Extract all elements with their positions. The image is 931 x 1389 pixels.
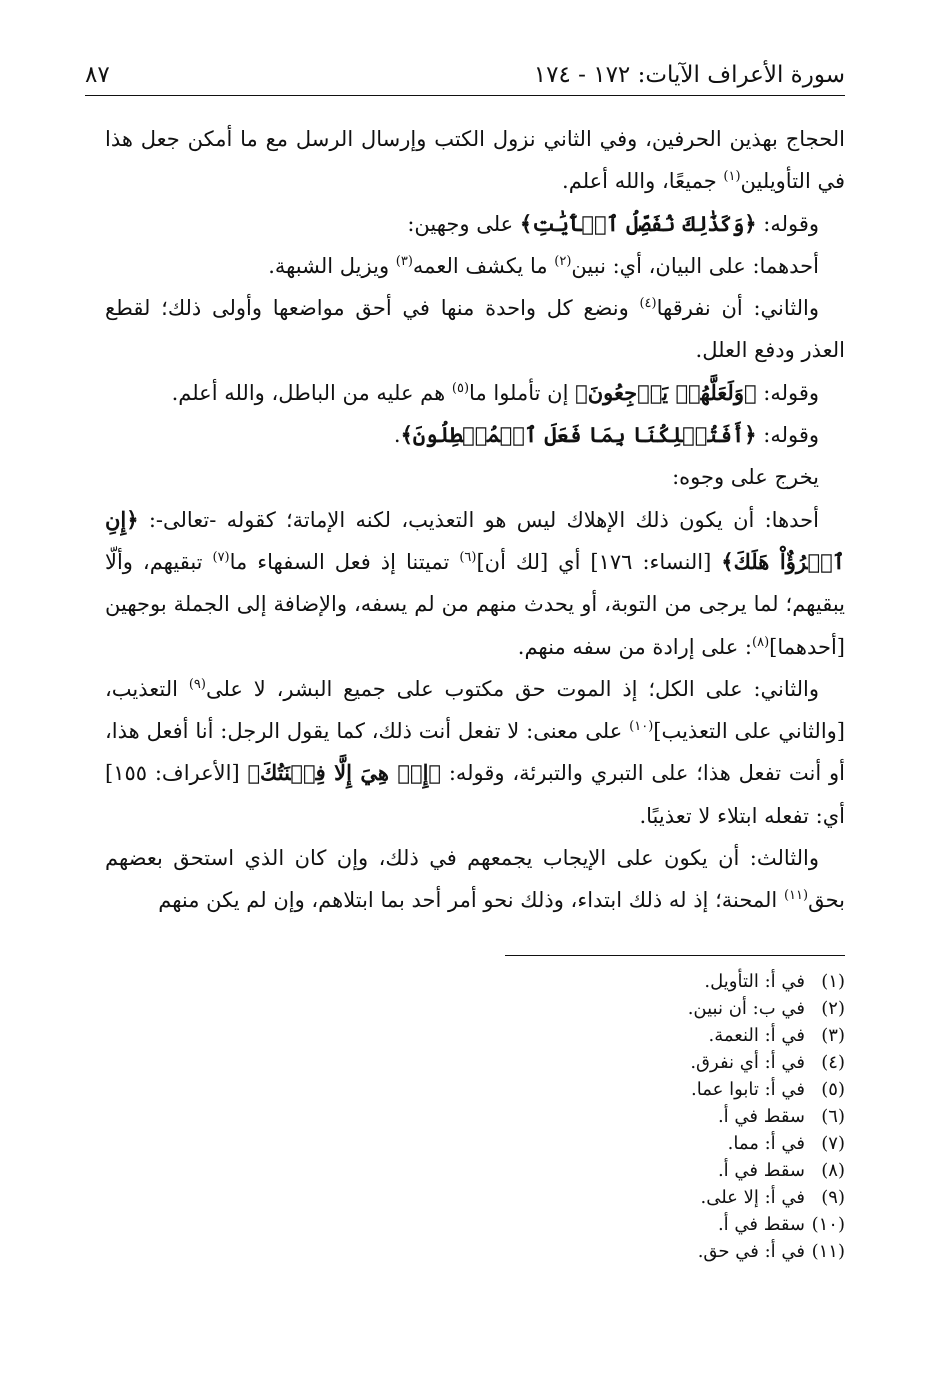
footnote-text: في أ: التأويل. [704,971,805,992]
paragraph-10 [105,837,845,922]
footnote-item [345,1103,845,1130]
footnote-number: (١١) [811,1241,845,1262]
footnote-text: سقط في أ. [717,1214,805,1235]
footnote-text: في أ: مما. [727,1133,805,1154]
text-run: ما يكشف العمه [412,253,555,278]
text-run: وقوله: [756,211,819,236]
text-run: [النساء: ١٧٦] أي [لك أن] [476,549,722,574]
footnote-ref: (٤) [639,296,657,312]
footnote-item [345,1130,845,1157]
footnote-number: (٦) [821,1106,845,1127]
footnote-item [345,1157,845,1184]
running-head [85,52,845,96]
text-run: المحنة؛ إذ له ذلك ابتداء، وذلك نحو أمر أحد بما ابتلاهم، وإن لم يكن منهم [158,888,784,913]
footnote-number: (٣) [821,1025,845,1046]
quran-verse: ﴿وَكَذَٰلِكَ نُفَصِّلُ ٱلۡأٓيَٰتِ﴾ [519,210,757,236]
footnote-text: في أ: النعمة. [708,1025,805,1046]
footnote-item [345,1211,845,1238]
footnote-text: في أ: إلا على. [700,1187,805,1208]
footnote-text: في أ: أي نفرق. [690,1052,805,1073]
footnote-text: في ب: أن نبين. [687,998,805,1019]
paragraph-4 [105,287,845,372]
paragraph-3 [105,245,845,287]
footnote-number: (٨) [821,1160,845,1181]
footnote-number: (١٠) [811,1214,845,1235]
text-run: ويزيل الشبهة. [268,253,396,278]
text-run: التعذيب، [والثاني على التعذيب] [105,676,845,744]
footnote-text: سقط في أ. [717,1160,805,1181]
paragraph-2 [105,203,845,245]
quran-verse: ﴿وَلَعَلَّهُمۡ يَرۡجِعُونَ﴾ [575,379,757,405]
footnote-text: في أ: في حق. [697,1241,805,1262]
footnote-item [345,1049,845,1076]
footnote-ref: (١١) [783,888,809,904]
text-run: [الأعراف: ١٥٥] أي: تفعله ابتلاء لا تعذيبًا. [105,761,845,828]
footnote-ref: (٣) [395,253,413,269]
paragraph-1 [105,118,845,203]
footnote-number: (٥) [821,1079,845,1100]
text-run: . [393,423,401,448]
paragraph-5 [105,372,845,414]
text-run: والثاني: أن نفرقها [656,296,819,321]
paragraph-9 [105,668,845,837]
footnote-ref: (٦) [459,549,477,565]
footnote-item [345,1022,845,1049]
text-run: أحدها: أن يكون ذلك الإهلاك ليس هو التعذيب، لكنه الإماتة؛ كقوله -تعالى-: [138,507,819,532]
text-run: هم عليه من الباطل، والله أعلم. [171,380,452,405]
footnote-ref: (١٠) [629,719,654,735]
footnote-text: في أ: تابوا عما. [691,1079,805,1100]
text-run: والثالث: أن يكون على الإيجاب يجمعهم في ذلك، وإن كان الذي استحق بعضهم بحق [105,846,845,913]
footnote-item [345,1238,845,1265]
text-run: يخرج على وجوه: [672,465,819,490]
quran-verse: ﴿إِنۡ هِيَ إِلَّا فِتۡنَتُكَ﴾ [247,760,442,786]
text-run: تبقيهم، وألّا يبقيهم؛ لما يرجى من التوبة، أو يحدث منهم من لم يسفه، والإضافة إلى الجملة بوجهين [أحدهما] [105,549,845,659]
footnote-item [345,995,845,1022]
paragraph-6 [105,414,845,456]
text-run: تميتنا إذ فعل السفهاء ما [229,549,460,574]
text-run: الحجاج بهذين الحرفين، وفي الثاني نزول الكتب وإرسال الرسل مع ما أمكن جعل هذا في التأويلين [105,127,845,194]
footnote-ref: (٩) [188,676,206,692]
footnote-ref: (١) [723,169,741,185]
main-text [105,118,845,922]
footnote-item [345,968,845,995]
quran-verse: ﴿أَفَتُهۡلِكُنَا بِمَا فَعَلَ ٱلۡمُبۡطِلُونَ﴾ [400,422,757,448]
text-run: والثاني: على الكل؛ إذ الموت حق مكتوب على جميع البشر، لا على [205,676,819,701]
text-run: على معنى: لا تفعل أنت ذلك، كما يقول الرجل: أنا أفعل هذا، أو أنت تفعل هذا؛ على التبري والتبرئة، وقوله: [105,719,845,786]
footnote-ref: (٢) [554,253,572,269]
footnote-number: (٢) [821,998,845,1019]
text-run: : على إرادة من سفه منهم. [517,634,753,659]
paragraph-7 [105,456,845,498]
footnote-ref: (٧) [212,549,230,565]
text-run: ونضع كل واحدة منها في أحق مواضعها وأولى ذلك؛ لقطع العذر ودفع العلل. [105,296,845,363]
text-run: وقوله: [756,380,819,405]
footnote-item [345,1184,845,1211]
footnote-number: (١) [821,971,845,992]
page-number: ٨٧ [85,62,110,88]
quran-verse: ﴿إِنِ ٱمۡرُؤٌاْ هَلَكَ﴾ [105,506,845,574]
footnote-ref: (٥) [451,380,470,396]
footnote-separator [505,955,845,956]
footnote-number: (٤) [821,1052,845,1073]
footnotes-list [345,968,845,1265]
text-run: وقوله: [756,423,819,448]
footnote-item [345,1076,845,1103]
text-run: أحدهما: على البيان، أي: نبين [571,253,819,278]
footnote-ref: (٨) [752,634,770,650]
paragraph-8 [105,499,845,668]
text-run: جميعًا، والله أعلم. [562,169,724,194]
text-run: إن تأملوا ما [469,380,576,405]
text-run: على وجهين: [407,211,520,236]
footnote-number: (٧) [821,1133,845,1154]
running-head-title: سورة الأعراف الآيات: ١٧٢ - ١٧٤ [533,62,845,88]
header-rule [85,95,845,96]
footnote-text: سقط في أ. [717,1106,805,1127]
footnote-number: (٩) [821,1187,845,1208]
